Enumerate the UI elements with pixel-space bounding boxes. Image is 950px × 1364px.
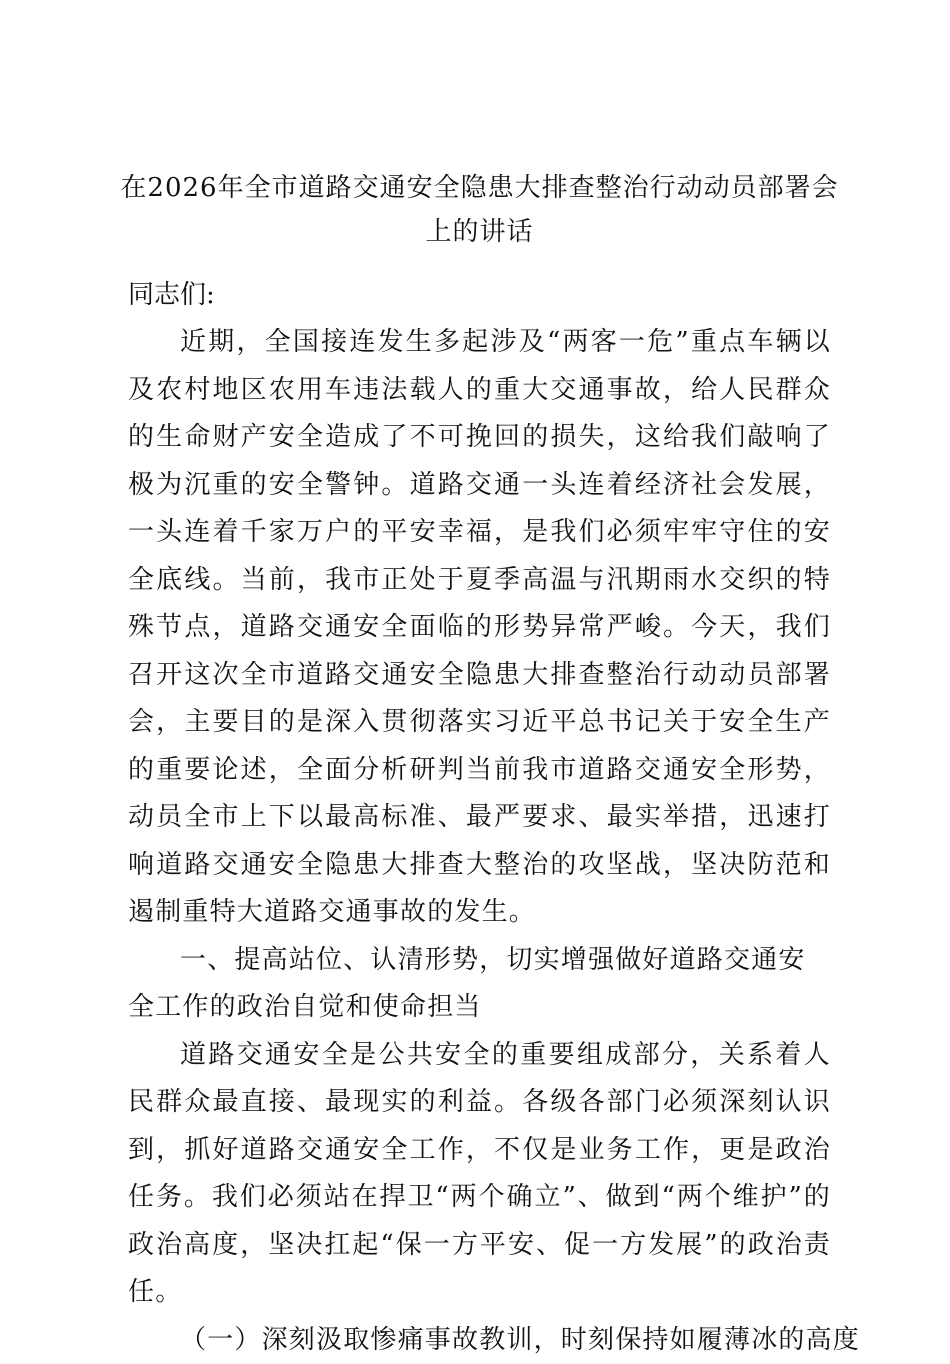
salutation: 同志们: [128,272,831,319]
document-page [128,166,831,1364]
subsection-heading: （一）深刻汲取惨痛事故教训，时刻保持如履薄冰的高度 [128,1317,831,1364]
body-paragraph: 近期，全国接连发生多起涉及“两客一危”重点车辆以及农村地区农用车违法载人的重大交通事故，给人民群众的生命财产安全造成了不可挽回的损失，这给我们敲响了极为沉重的安全警钟。道路交通一头连着经济社会发展，一头连着千家万户的平安幸福，是我们必须牢牢守住的安全底线。当前，我市正处于夏季高温与汛期雨水交织的特殊节点，道路交通安全面临的形势异常严峻。今天，我们召开这次全市道路交通安全隐患大排查整治行动动员部署会，主要目的是深入贯彻落实习近平总书记关于安全生产的重要论述，全面分析研判当前我市道路交通安全形势，动员全市上下以最高标准、最严要求、最实举措，迅速打响道路交通安全隐患大排查大整治的攻坚战，坚决防范和遏制重特大道路交通事故的发生。 [128,319,831,937]
section-heading: 一、提高站位、认清形势，切实增强做好道路交通安全工作的政治自觉和使命担当 [128,937,831,1032]
document-title: 在2026年全市道路交通安全隐患大排查整治行动动员部署会上的讲话 [118,166,841,254]
body-paragraph: 道路交通安全是公共安全的重要组成部分，关系着人民群众最直接、最现实的利益。各级各部门必须深刻认识到，抓好道路交通安全工作，不仅是业务工作，更是政治任务。我们必须站在捍卫“两个确立”、做到“两个维护”的政治高度，坚决扛起“保一方平安、促一方发展”的政治责任。 [128,1032,831,1317]
